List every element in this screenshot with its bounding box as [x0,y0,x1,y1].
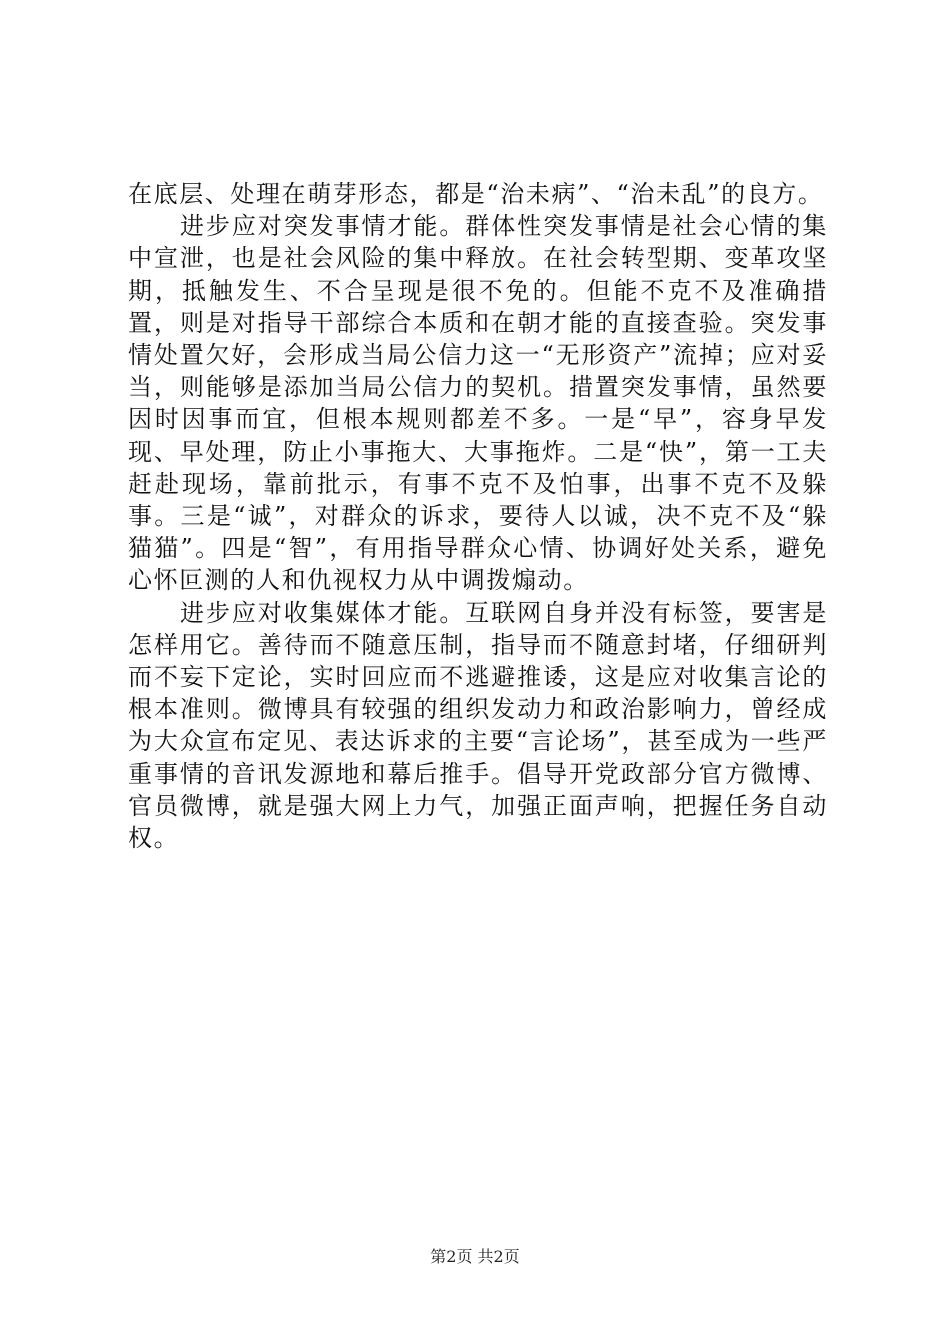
paragraph-emergency-response: 进步应对突发事情才能。群体性突发事情是社会心情的集中宣泄，也是社会风险的集中释放。在社会转型期、变革攻坚期，抵触发生、不合呈现是很不免的。但能不克不及准确措置，则是对指导干部综合本质和在朝才能的直接查验。突发事情处置欠好，会形成当局公信力这一“无形资产”流掉；应对妥当，则能够是添加当局公信力的契机。措置突发事情，虽然要因时因事而宜，但根本规则都差不多。一是“早”，容身早发现、早处理，防止小事拖大、大事拖炸。二是“快”，第一工夫赶赴现场，靠前批示，有事不克不及怕事，出事不克不及躲事。三是“诚”，对群众的诉求，要待人以诚，决不克不及“躲猫猫”。四是“智”，有用指导群众心情、协调好处关系，避免心怀叵测的人和仇视权力从中调拨煽动。 [128,212,828,595]
page-number: 第2页 [430,1247,473,1266]
page-total: 共2页 [477,1247,520,1266]
page-footer [0,1247,950,1267]
paragraph-network-media: 进步应对收集媒体才能。互联网自身并没有标签，要害是怎样用它。善待而不随意压制，指导而不随意封堵，仔细研判而不妄下定论，实时回应而不逃避推诿，这是应对收集言论的根本准则。微博具有较强的组织发动力和政治影响力，曾经成为大众宣布定见、表达诉求的主要“言论场”，甚至成为一些严重事情的音讯发源地和幕后推手。倡导开党政部分官方微博、官员微博，就是强大网上力气，加强正面声响，把握任务自动权。 [128,598,828,853]
paragraph-continuation: 在底层、处理在萌芽形态，都是“治未病”、“治未乱”的良方。 [128,180,824,208]
document-body [128,178,828,854]
